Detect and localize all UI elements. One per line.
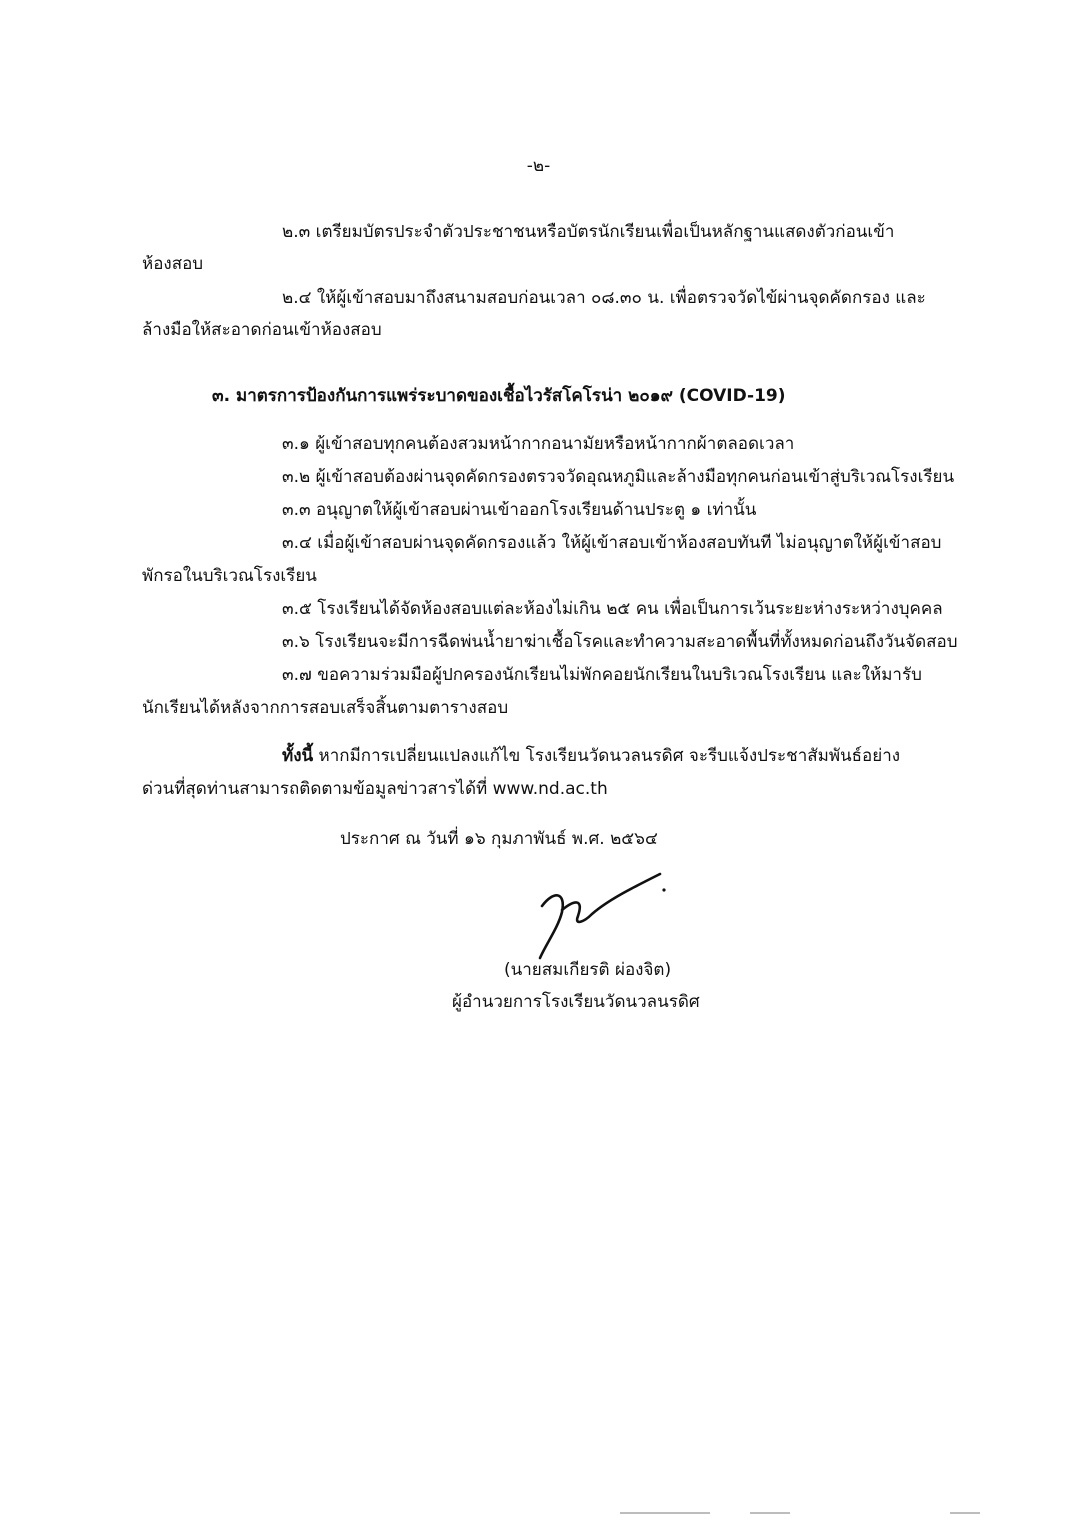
item-3-7-line2: นักเรียนได้หลังจากการสอบเสร็จสิ้นตามตารางสอบ bbox=[142, 698, 509, 718]
closing-line1-rest: หากมีการเปลี่ยนแปลงแก้ไข โรงเรียนวัดนวลนรดิศ จะรีบแจ้งประชาสัมพันธ์อย่าง bbox=[313, 746, 901, 766]
closing-line1 bbox=[282, 744, 900, 768]
item-3-5: ๓.๕ โรงเรียนได้จัดห้องสอบแต่ละห้องไม่เกิน ๒๕ คน เพื่อเป็นการเว้นระยะห่างระหว่างบุคคล bbox=[282, 599, 943, 619]
page-number: -๒- bbox=[526, 156, 551, 176]
signatory-name: (นายสมเกียรติ ผ่องจิต) bbox=[504, 960, 672, 980]
item-2-3-line1: ๒.๓ เตรียมบัตรประจำตัวประชาชนหรือบัตรนักเรียนเพื่อเป็นหลักฐานแสดงตัวก่อนเข้า bbox=[282, 222, 895, 242]
item-3-2: ๓.๒ ผู้เข้าสอบต้องผ่านจุดคัดกรองตรวจวัดอุณหภูมิและล้างมือทุกคนก่อนเข้าสู่บริเวณโรงเรียน bbox=[282, 467, 955, 487]
item-3-4-line2: พักรอในบริเวณโรงเรียน bbox=[142, 566, 317, 586]
announcement-date: ประกาศ ณ วันที่ ๑๖ กุมภาพันธ์ พ.ศ. ๒๕๖๔ bbox=[340, 829, 658, 849]
item-2-4-line1: ๒.๔ ให้ผู้เข้าสอบมาถึงสนามสอบก่อนเวลา ๐๘.๓๐ น. เพื่อตรวจวัดไข้ผ่านจุดคัดกรอง และ bbox=[282, 288, 926, 308]
scan-artifact-divider bbox=[750, 1512, 790, 1514]
item-2-4-line2: ล้างมือให้สะอาดก่อนเข้าห้องสอบ bbox=[142, 320, 382, 340]
scan-artifact-divider bbox=[950, 1512, 980, 1514]
closing-line2: ด่วนที่สุดท่านสามารถติดตามข้อมูลข่าวสารได้ที่ www.nd.ac.th bbox=[142, 779, 608, 799]
item-3-1: ๓.๑ ผู้เข้าสอบทุกคนต้องสวมหน้ากากอนามัยหรือหน้ากากผ้าตลอดเวลา bbox=[282, 434, 795, 454]
signatory-position: ผู้อำนวยการโรงเรียนวัดนวลนรดิศ bbox=[452, 992, 700, 1012]
closing-lead: ทั้งนี้ bbox=[282, 746, 314, 766]
item-2-3-line2: ห้องสอบ bbox=[142, 254, 204, 274]
item-3-7-line1: ๓.๗ ขอความร่วมมือผู้ปกครองนักเรียนไม่พักคอยนักเรียนในบริเวณโรงเรียน และให้มารับ bbox=[282, 665, 922, 685]
signature-icon bbox=[528, 862, 678, 962]
scan-artifact-divider bbox=[620, 1512, 710, 1514]
section3-heading: ๓. มาตรการป้องกันการแพร่ระบาดของเชื้อไวรัสโคโรน่า ๒๐๑๙ (COVID-19) bbox=[212, 386, 786, 406]
item-3-6: ๓.๖ โรงเรียนจะมีการฉีดพ่นน้ำยาฆ่าเชื้อโรคและทำความสะอาดพื้นที่ทั้งหมดก่อนถึงวันจัดสอบ bbox=[282, 632, 958, 652]
item-3-3: ๓.๓ อนุญาตให้ผู้เข้าสอบผ่านเข้าออกโรงเรียนด้านประตู ๑ เท่านั้น bbox=[282, 500, 757, 520]
item-3-4-line1: ๓.๔ เมื่อผู้เข้าสอบผ่านจุดคัดกรองแล้ว ให้ผู้เข้าสอบเข้าห้องสอบทันที ไม่อนุญาตให้ผู้เข้าสอบ bbox=[282, 533, 942, 553]
